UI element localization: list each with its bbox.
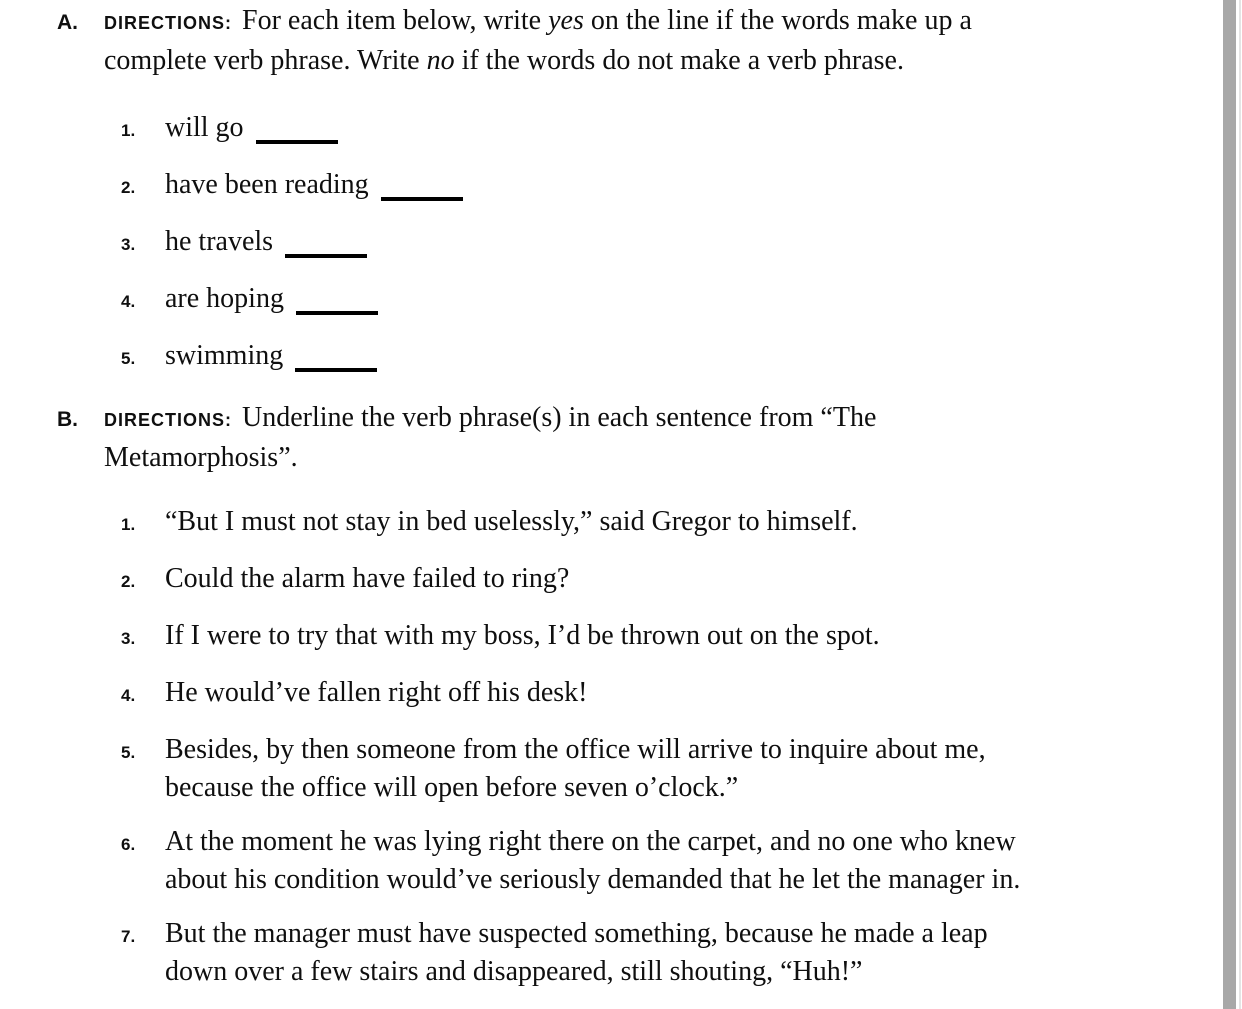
answer-blank-line xyxy=(296,311,378,315)
directions-line xyxy=(104,2,972,42)
item-text: are hoping xyxy=(165,283,284,314)
item-text: because the office will open before seven o’clock.” xyxy=(165,772,739,803)
directions-label: DIRECTIONS: xyxy=(104,13,232,33)
italic-word: yes xyxy=(548,5,584,36)
item-text: If I were to try that with my boss, I’d be thrown out on the spot. xyxy=(165,620,880,651)
item-number: 4. xyxy=(121,292,136,311)
section-b-directions xyxy=(104,399,876,477)
item-number: 2. xyxy=(121,572,136,591)
item-text: have been reading xyxy=(165,169,369,200)
answer-blank-line xyxy=(381,197,463,201)
scrollbar[interactable] xyxy=(1223,0,1236,1009)
item-number: 2. xyxy=(121,178,136,197)
answer-blank-line xyxy=(256,140,338,144)
directions-line xyxy=(104,439,876,477)
item-text: He would’ve fallen right off his desk! xyxy=(165,677,588,708)
list-item xyxy=(0,223,1242,264)
list-item xyxy=(0,166,1242,207)
list-item xyxy=(0,674,1242,715)
item-number: 1. xyxy=(121,515,136,534)
item-number: 5. xyxy=(121,349,136,368)
item-text: swimming xyxy=(165,340,284,371)
item-text-block xyxy=(165,915,988,991)
item-text-block xyxy=(165,823,1020,899)
section-a-letter: A. xyxy=(57,11,78,34)
item-number: 1. xyxy=(121,121,136,140)
directions-text: For each item below, write xyxy=(242,5,549,36)
list-item xyxy=(0,915,1242,991)
answer-blank-line xyxy=(285,254,367,258)
window-edge-divider xyxy=(1239,0,1241,1009)
item-text: Could the alarm have failed to ring? xyxy=(165,563,570,594)
directions-text: if the words do not make a verb phrase. xyxy=(454,45,904,76)
directions-text: complete verb phrase. Write xyxy=(104,45,427,76)
directions-line xyxy=(104,42,972,80)
list-item xyxy=(0,560,1242,601)
item-text: At the moment he was lying right there on the carpet, and no one who knew xyxy=(165,826,1016,857)
directions-line xyxy=(104,399,876,439)
item-text: he travels xyxy=(165,226,274,257)
list-item xyxy=(0,503,1242,544)
directions-label: DIRECTIONS: xyxy=(104,410,232,430)
directions-text: on the line if the words make up a xyxy=(583,5,972,36)
list-item xyxy=(0,337,1242,378)
item-number: 3. xyxy=(121,629,136,648)
item-number: 5. xyxy=(121,743,136,762)
section-b xyxy=(0,399,1242,991)
item-text-block xyxy=(165,503,858,541)
item-text-block xyxy=(165,617,880,655)
list-item xyxy=(0,823,1242,899)
item-number: 7. xyxy=(121,927,136,946)
section-b-letter: B. xyxy=(57,408,78,431)
item-text: But the manager must have suspected something, because he made a leap xyxy=(165,918,988,949)
italic-word: no xyxy=(426,45,455,76)
section-a xyxy=(0,2,1242,378)
item-number: 6. xyxy=(121,835,136,854)
directions-text: Underline the verb phrase(s) in each sentence from “The xyxy=(242,402,877,433)
item-text: down over a few stairs and disappeared, still shouting, “Huh!” xyxy=(165,956,863,987)
list-item xyxy=(0,109,1242,150)
item-text: “But I must not stay in bed uselessly,” said Gregor to himself. xyxy=(165,506,858,537)
section-a-heading xyxy=(0,2,1242,80)
item-text-block xyxy=(165,560,569,598)
item-text-block xyxy=(165,731,986,807)
item-text: will go xyxy=(165,112,244,143)
list-item xyxy=(0,617,1242,658)
section-a-directions xyxy=(104,2,972,80)
list-item xyxy=(0,280,1242,321)
section-b-heading xyxy=(0,399,1242,477)
item-number: 4. xyxy=(121,686,136,705)
item-text: about his condition would’ve seriously demanded that he let the manager in. xyxy=(165,864,1021,895)
item-text-block xyxy=(165,674,588,712)
directions-text: Metamorphosis”. xyxy=(104,442,298,473)
answer-blank-line xyxy=(295,368,377,372)
item-text: Besides, by then someone from the office will arrive to inquire about me, xyxy=(165,734,986,765)
item-number: 3. xyxy=(121,235,136,254)
list-item xyxy=(0,731,1242,807)
